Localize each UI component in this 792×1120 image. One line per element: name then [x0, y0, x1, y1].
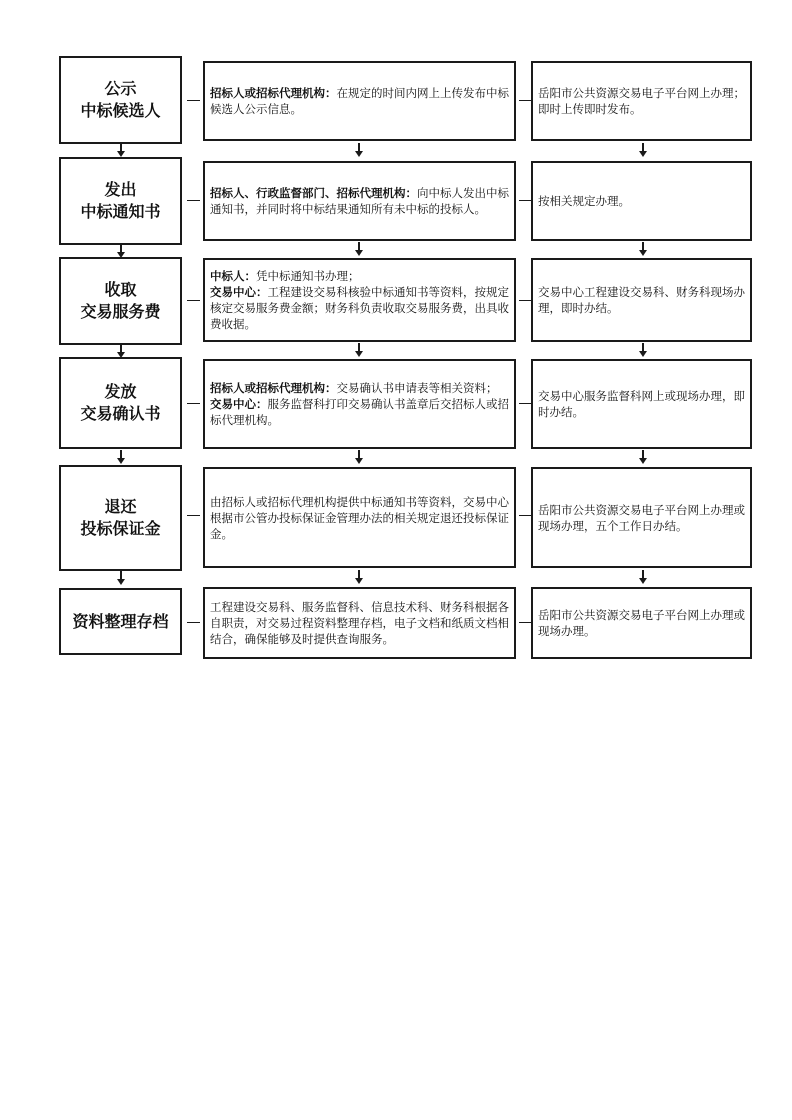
note-text: 交易中心服务监督科网上或现场办理，即时办结。	[538, 389, 745, 419]
note-box-1	[531, 61, 752, 141]
note-box-2	[531, 161, 752, 241]
down-arrow-icon	[638, 570, 648, 584]
down-arrow-icon	[638, 450, 648, 464]
down-arrow-icon	[354, 450, 364, 464]
desc-text: 服务监督科打印交易确认书盖章后交招标人或招标代理机构。	[210, 397, 509, 427]
note-box-6	[531, 587, 752, 659]
note-text: 按相关规定办理。	[538, 194, 630, 208]
desc-text: 工程建设交易科核验中标通知书等资料，按规定核定交易服务费金额；财务科负责收取交易服务费，出具收费收据。	[210, 285, 509, 331]
description-box-5	[203, 467, 516, 568]
description-box-4	[203, 359, 516, 449]
stage-title: 公示 中标候选人	[80, 79, 161, 120]
desc-text: 工程建设交易科、服务监督科、信息技术科、财务科根据各自职责，对交易过程资料整理存档，电子文档和纸质文档相结合，确保能够及时提供查询服务。	[210, 600, 509, 646]
desc-role: 交易中心：	[210, 397, 268, 411]
description-box-2	[203, 161, 516, 241]
connector-line	[187, 100, 200, 101]
down-arrow-icon	[638, 343, 648, 357]
down-arrow-icon	[638, 242, 648, 256]
description-box-1	[203, 61, 516, 141]
down-arrow-icon	[116, 571, 126, 585]
down-arrow-icon	[638, 143, 648, 157]
stage-title: 发出 中标通知书	[80, 180, 161, 221]
desc-text: 由招标人或招标代理机构提供中标通知书等资料，交易中心根据市公管办投标保证金管理办法的相关规定退还投标保证金。	[210, 494, 509, 541]
description-box-6	[203, 587, 516, 659]
note-text: 岳阳市公共资源交易电子平台网上办理；即时上传即时发布。	[538, 86, 745, 116]
stage-box-6	[59, 588, 182, 655]
down-arrow-icon	[116, 450, 126, 464]
desc-text: 在规定的时间内网上上传发布中标候选人公示信息。	[210, 86, 509, 116]
connector-line	[187, 403, 200, 404]
stage-box-4	[59, 357, 182, 449]
connector-line	[187, 300, 200, 301]
down-arrow-icon	[354, 143, 364, 157]
down-arrow-icon	[116, 143, 126, 157]
stage-title: 退还 投标保证金	[80, 497, 161, 538]
note-box-4	[531, 359, 752, 449]
stage-title: 收取 交易服务费	[80, 280, 161, 321]
stage-box-3	[59, 257, 182, 345]
desc-text: 向中标人发出中标通知书，并同时将中标结果通知所有未中标的投标人。	[210, 186, 509, 216]
note-text: 交易中心工程建设交易科、财务科现场办理，即时办结。	[538, 285, 745, 315]
stage-box-5	[59, 465, 182, 571]
desc-role: 招标人或招标代理机构：	[210, 381, 337, 395]
down-arrow-icon	[116, 244, 126, 258]
desc-role: 交易中心：	[210, 285, 268, 299]
down-arrow-icon	[116, 344, 126, 358]
stage-box-1	[59, 56, 182, 144]
connector-line	[187, 622, 200, 623]
desc-text: 凭中标通知书办理；	[256, 269, 360, 283]
note-text: 岳阳市公共资源交易电子平台网上办理或现场办理，五个工作日办结。	[538, 502, 745, 533]
note-text: 岳阳市公共资源交易电子平台网上办理或现场办理。	[538, 608, 745, 638]
stage-title: 发放 交易确认书	[80, 382, 161, 423]
down-arrow-icon	[354, 343, 364, 357]
desc-text: 交易确认书申请表等相关资料；	[336, 381, 498, 395]
desc-role: 中标人：	[210, 269, 256, 283]
description-box-3	[203, 258, 516, 342]
stage-title: 资料整理存档	[72, 611, 169, 631]
desc-role: 招标人、行政监督部门、招标代理机构：	[210, 186, 417, 200]
down-arrow-icon	[354, 242, 364, 256]
note-box-5	[531, 467, 752, 568]
connector-line	[187, 515, 200, 516]
desc-role: 招标人或招标代理机构：	[210, 86, 337, 100]
stage-box-2	[59, 157, 182, 245]
down-arrow-icon	[354, 570, 364, 584]
connector-line	[187, 200, 200, 201]
note-box-3	[531, 258, 752, 342]
